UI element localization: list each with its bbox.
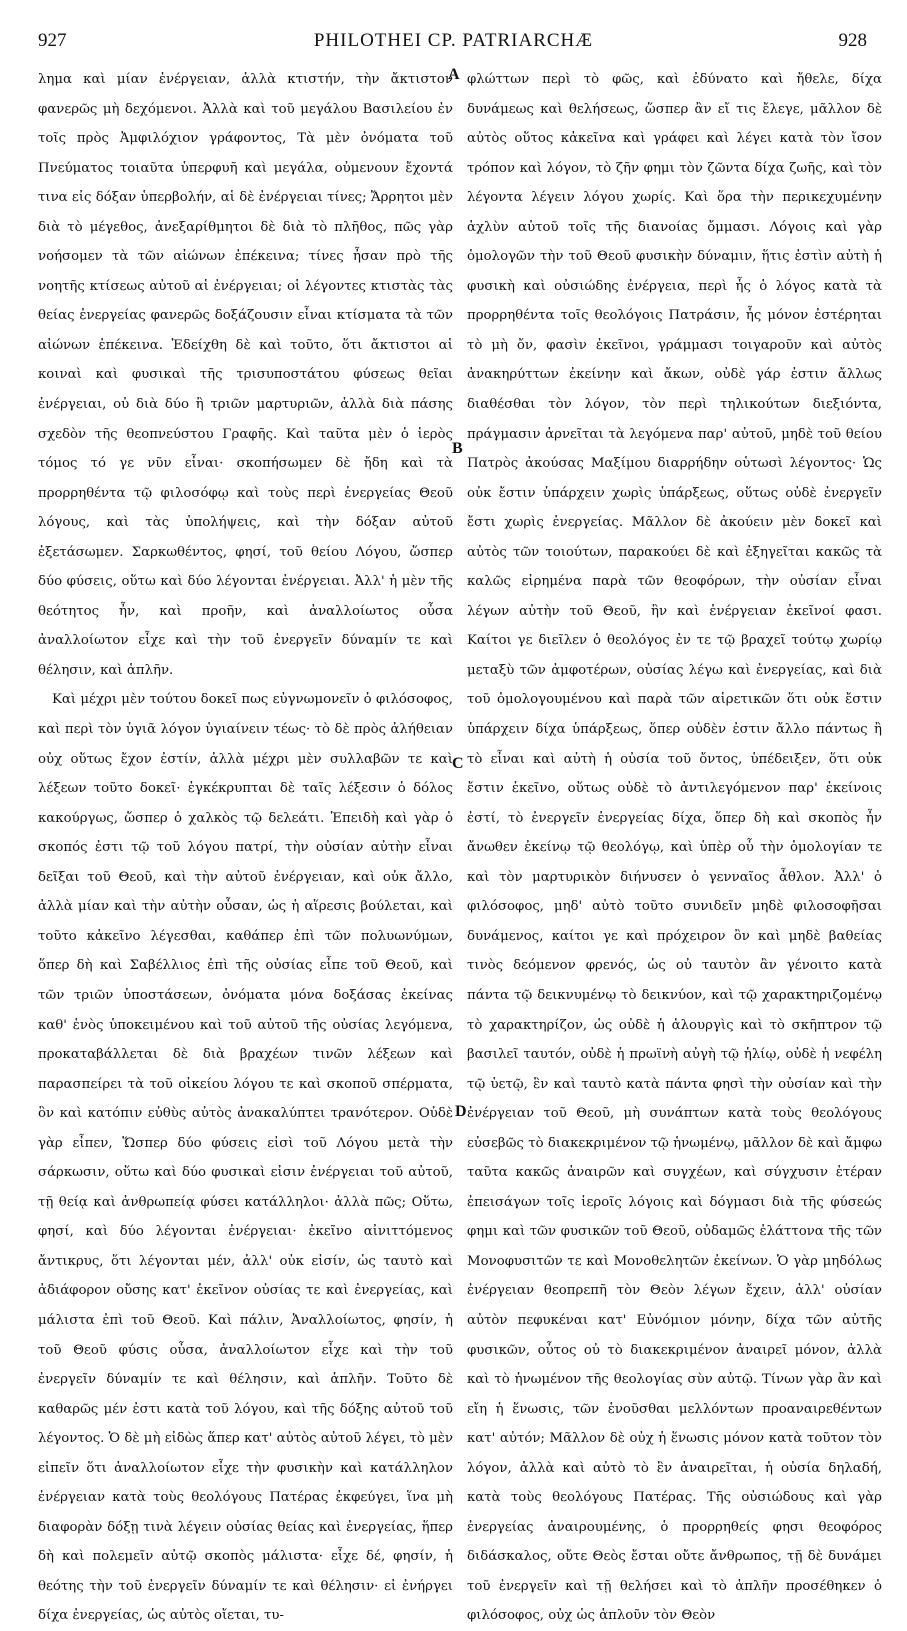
margin-marker-c: C [452, 755, 464, 772]
margin-marker-b: B [452, 440, 463, 457]
left-paragraph-2: Καὶ μέχρι μὲν τούτου δοκεῖ πως εὐγνωμονεῖν ὁ φιλόσοφος, καὶ περὶ τὸν ὑγιᾶ λόγον ὑγιαίνειν τέως· τὸ δὲ πρὸς ἀλήθειαν οὐχ οὕτως ἔχον ἐστίν, ἀλλὰ μέχρι μὲν συλλαβῶν τε καὶ λέξεων τοῦτο δοκεῖ· ἐγκέκρυπται δὲ ταῖς λέξεσιν ὁ δόλος κακούργως, ὥσπερ ὁ χαλκὸς τῷ δελεάτι. Ἐπειδὴ καὶ γὰρ ὁ σκοπός ἐστι τῷ τοῦ λόγου πατρί, τὴν οὐσίαν αὐτὴν εἶναι δεῖξαι τοῦ Θεοῦ, καὶ τὴν αὐτοῦ ἐνέργειαν, καὶ οὐκ ἄλλο, ἀλλὰ μίαν καὶ τὴν αὐτὴν οὖσαν, ὡς ἡ αἵρεσις βούλεται, καὶ τοῦτο κἀκεῖνο λέγεσθαι, καθάπερ ἐπὶ τῶν πολυωνύμων, ὅπερ δὴ καὶ Σαβέλλιος ἐπὶ τῆς οὐσίας εἶπε τοῦ Θεοῦ, καὶ τῶν τριῶν ὑποστάσεων, ὀνόματα μόνα δοξάσας ἐκείνας καθ' ἑνὸς ὑποκειμένου καὶ τοῦ αὐτοῦ τῆς οὐσίας λεγόμενα, προκαταβάλλεται δὲ διὰ βραχέων τινῶν λέξεων καὶ παρασπείρει τὰ τοῦ οἰκείου λόγου τε καὶ σκοποῦ σπέρματα, ὃν καὶ κατόπιν εὐθὺς αὐτὸς ἀνακαλύπτει τρανότερον. Οὐδὲ γὰρ εἶπεν, Ὥσπερ δύο φύσεις εἰσὶ τοῦ Λόγου μετὰ τὴν σάρκωσιν, οὕτω καὶ δύο φυσικαὶ εἰσιν ἐνέργειαι τοῦ αὐτοῦ, τῇ θείᾳ καὶ ἀνθρωπείᾳ φύσει κατάλληλοι· ἀλλὰ πῶς; Οὕτω, φησί, καὶ δύο λέγονται ἐνέργειαι· ἐκεῖνο αἰνιττόμενος ἄντικρυς, ὅτι λέγονται μέν, ἀλλ' οὐκ εἰσίν, ὡς ταυτὸ καὶ ἀδιάφορον οὔσης κατ' ἐκεῖνον οὐσίας τε καὶ ἐνεργείας, καὶ μάλιστα ἐπὶ τοῦ Θεοῦ. Καὶ πάλιν, Ἀναλλοίωτος, φησίν, ἡ τοῦ Θεοῦ φύσις οὖσα, ἀναλλοίωτον εἶχε καὶ τὴν τοῦ ἐνεργεῖν δύναμίν τε καὶ θέλησιν, καὶ ἁπλῆν. Τοῦτο δὲ καθαρῶς μέν ἐστι κατὰ τοῦ λόγου, καὶ τῆς δόξης αὐτοῦ τοῦ λέγοντος. Ὁ δὲ μὴ εἰδὼς ἅπερ κατ' αὐτὸς αὐτοῦ λέγει, τὸ μὲν εἰπεῖν ὅτι ἀναλλοίωτον εἶχε τὴν φυσικὴν καὶ κατάλληλον ἐνέργειαν κατὰ τοὺς θεολόγους Πατέρας ἐκφεύγει, ἵνα μὴ διαφορὰν δόξῃ τινὰ λέγειν οὐσίας θείας καὶ ἐνεργείας, ἥπερ δὴ καὶ πολεμεῖν αὐτῷ σκοπὸς μάλιστα· εἶχε δέ, φησίν, ἡ θεότης τὴν τοῦ ἐνεργεῖν δύναμίν τε καὶ θέλησιν· εἰ ἐνήργει δίχα ἐνεργείας, ὡς αὐτὸς οἴεται, τυ- [38, 692, 453, 1624]
left-paragraph-1: λημα καὶ μίαν ἐνέργειαν, ἀλλὰ κτιστήν, τὴν ἄκτιστον φανερῶς μὴ δεχόμενοι. Ἀλλὰ καὶ τοῦ μεγάλου Βασιλείου ἐν τοῖς πρὸς Ἀμφιλόχιον γράφοντος, Τὰ μὲν ὀνόματα τοῦ Πνεύματος τοιαῦτα ὑπερφυῆ καὶ μεγάλα, οὐμενουν ἔχοντά τινα εἰς δόξαν ὑπερβολήν, αἱ δὲ ἐνέργειαι τίνες; Ἄρρητοι μὲν διὰ τὸ μέγεθος, ἀνεξαρίθμητοι δὲ διὰ τὸ πλῆθος, πῶς γὰρ νοήσομεν τὰ τῶν αἰώνων ἐπέκεινα; τίνες ἦσαν πρὸ τῆς νοητῆς κτίσεως αὐτοῦ αἱ ἐνέργειαι; οἱ λέγοντες κτιστὰς τὰς θείας ἐνεργείας φανερῶς δοξάζουσιν εἶναι κτίσματα τὰ τῶν αἰώνων ἐπέκεινα. Ἐδείχθη δὲ καὶ τοῦτο, ὅτι ἄκτιστοι αἱ κοιναὶ καὶ φυσικαὶ τῆς τρισυποστάτου φύσεως θεῖαι ἐνέργειαι, οὐ διὰ δύο ἢ τριῶν μαρτυριῶν, ἀλλὰ διὰ πάσης σχεδὸν τῆς θεοπνεύστου Γραφῆς. Καὶ ταῦτα μὲν ὁ ἱερὸς τόμος τό γε νῦν εἶναι· σκοπήσωμεν δὲ ἤδη καὶ τὰ προρρηθέντα τῷ φιλοσόφῳ καὶ τοὺς περὶ ἐνεργείας Θεοῦ λόγους, καὶ τὰς ὑπολήψεις, καὶ τὴν δόξαν αὐτοῦ ἐξετάσωμεν. Σαρκωθέντος, φησί, τοῦ θείου Λόγου, ὥσπερ δύο φύσεις, οὕτω καὶ δύο λέγονται ἐνέργειαι. Ἀλλ' ἡ μὲν τῆς θεότητος ἦν, καὶ προῆν, καὶ ἀναλλοίωτος οὖσα ἀναλλοίωτον εἶχε καὶ τὴν τοῦ ἐνεργεῖν δύναμίν τε καὶ θέλησιν, καὶ ἁπλῆν. [38, 72, 453, 678]
margin-marker-d: D [455, 1103, 467, 1120]
margin-marker-a: A [448, 66, 460, 83]
right-column [467, 65, 882, 1631]
page-number-right: 928 [838, 30, 867, 51]
left-column [38, 65, 453, 1631]
right-paragraph-1: φλώττων περὶ τὸ φῶς, καὶ ἐδύνατο καὶ ἤθελε, δίχα δυνάμεως καὶ θελήσεως, ὥσπερ ἂν εἴ τις ἔλεγε, μᾶλλον δὲ αὐτὸς οὕτος κἀκεῖνα καὶ γράφει καὶ λέγει κατὰ τὸν ἴσον τρόπον καὶ λόγον, τὸ ζῆν φημι τὸν ζῶντα δίχα ζωῆς, καὶ τὸν λέγοντα λέγειν λόγου χωρίς. Καὶ ὅρα τὴν περικεχυμένην ἀχλὺν αὐτοῦ τοῖς τῆς διανοίας ὄμμασι. Λόγοις καὶ γὰρ ὁμολογῶν τὴν τοῦ Θεοῦ φυσικὴν δύναμιν, ἥτις ἐστὶν αὐτὴ ἡ φυσικὴ καὶ οὐσιώδης ἐνέργεια, περὶ ἧς ὁ λόγος κατὰ τὰ προρρηθέντα τοῖς θεολόγοις Πατράσιν, ἧς μόνον ἐστέρηται τὸ μὴ ὄν, φασὶν ἐκεῖνοι, γράμμασι τοιγαροῦν καὶ αὐτὸς ἀνακηρύττων ἐκείνην καὶ ἄκων, οὐδὲ γάρ ἐστιν ἄλλως διαθέσθαι τὸν λόγον, τὸν περὶ τηλικούτων διεξιόντα, πράγμασιν ἀρνεῖται τὰ λεγόμενα παρ' αὐτοῦ, μηδὲ τοῦ θείου Πατρὸς ἀκούσας Μαξίμου διαρρήδην οὑτωσὶ λέγοντος· Ὡς οὐκ ἔστιν ὑπάρχειν χωρὶς ὑπάρξεως, οὕτως οὐδὲ ἐνεργεῖν ἔστι χωρὶς ἐνεργείας. Μᾶλλον δὲ ἀκούειν μὲν δοκεῖ καὶ αὐτὸς τῶν τοιούτων, παρακούει δὲ καὶ ἐξηγεῖται κακῶς τὰ καλῶς εἰρημένα παρὰ τῶν θεοφόρων, τὴν οὐσίαν εἶναι λέγων αὐτὴν τοῦ Θεοῦ, ἣν καὶ ἐνέργειαν ἐκεῖνοί φασι. Καίτοι γε διεῖλεν ὁ θεολόγος ἐν τε τῷ βραχεῖ τούτῳ χωρίῳ μεταξὺ τῶν ἀμφοτέρων, οὐσίας λέγω καὶ ἐνεργείας, καὶ διὰ τοῦ ὁμολογουμένου καὶ παρὰ τῶν αἱρετικῶν ὅτι οὐκ ἔστιν ὑπάρχειν δίχα ὑπάρξεως, ὅπερ οὐδὲν ἐστιν ἄλλο πάντως ἢ τὸ εἶναι καὶ αὐτὴ ἡ οὐσία τοῦ ὄντος, ὑπέδειξεν, ὅτι οὐκ ἔστιν ἐκεῖνο, οὕτως οὐδὲ τὸ ἀντιλεγόμενον παρ' ἐκείνοις ἐστί, τὸ ἐνεργεῖν ἐνεργείας δίχα, ὅπερ δὴ καὶ σκοπὸς ἦν ἄνωθεν ἐκείνῳ τῷ θεολόγῳ, καὶ ὑπὲρ οὗ τὴν ὁμολογίαν τε καὶ τὸν μαρτυρικὸν διήνυσεν ὁ γενναῖος ἆθλον. Ἀλλ' ὁ φιλόσοφος, μηδ' αὐτὸ τοῦτο συνιδεῖν μηδὲ φιλοσοφῆσαι δυνάμενος, καίτοι γε καὶ πρόχειρον ὂν καὶ μηδὲ βαθείας τινὸς δεόμενον φρενός, ὡς οὐ ταυτὸν ἂν γένοιτο κατὰ πάντα τῷ δεικνυμένῳ τὸ δεικνύον, καὶ τῷ χαρακτηριζομένῳ τὸ χαρακτηρίζον, ὡς οὐδὲ ἡ ἁλουργὶς καὶ τὸ σκῆπτρον τῷ βασιλεῖ ταυτόν, οὐδὲ ἡ πρωϊνὴ αὐγὴ τῷ ἡλίῳ, οὐδὲ ἡ νεφέλη τῷ ὑετῷ, ἓν καὶ ταυτὸ κατὰ πάντα φησὶ τὴν οὐσίαν καὶ τὴν ἐνέργειαν τοῦ Θεοῦ, μὴ συνάπτων κατὰ τοὺς θεολόγους εὐσεβῶς τὸ διακεκριμένον τῷ ἡνωμένῳ, μᾶλλον δὲ καὶ ἄμφω ταῦτα κακῶς ἀναιρῶν καὶ συγχέων, καὶ σύγχυσιν ἑτέραν ἐπεισάγων τοῖς ἱεροῖς λόγοις καὶ δόγμασι διὰ τῆς φύσεώς φημι καὶ τῶν φυσικῶν τοῦ Θεοῦ, οὐδαμῶς ἐλάττονα τῆς τῶν Μονοφυσιτῶν τε καὶ Μονοθελητῶν ἐκείνων. Ὁ γὰρ μηδόλως ἐνέργειαν θεοπρεπῆ τὸν Θεὸν λέγων ἔχειν, ἀλλ' οὐσίαν αὐτὸν πεφυκέναι κατ' Εὐνόμιον μόνην, δίχα τῶν αὐτῆς φυσικῶν, οὗτος οὐ τὸ διακεκριμένον ἀναιρεῖ μόνον, ἀλλὰ καὶ τὸ ἡνωμένον τῆς θεολογίας σὺν αὐτῷ. Τίνων γὰρ ἂν καὶ εἴη ἡ ἕνωσις, τῶν ἑνοῦσθαι μελλόντων προαναιρεθέντων κατ' αὐτόν; Μᾶλλον δὲ οὐχ ἡ ἕνωσις μόνον κατὰ τοῦτον τὸν λόγον, ἀλλὰ καὶ αὐτὸ τὸ ἓν ἀναιρεῖται, ἡ οὐσία δηλαδή, κατὰ τοὺς θεολόγους Πατέρας. Τῆς οὐσιώδους καὶ γὰρ ἐνεργείας ἀναιρουμένης, ὁ προρρηθείς φησι θεοφόρος διδάσκαλος, οὔτε Θεὸς ἔσται οὔτε ἄνθρωπος, τῇ δὲ δυνάμει τοῦ ἐνεργεῖν καὶ τῇ θελήσει καὶ τὸ ἁπλῆν προσέθηκεν ὁ φιλόσοφος, οὐχ ὡς ἁπλοῦν τὸν Θεὸν [467, 72, 882, 1624]
running-title: PHILOTHEI CP. PATRIARCHÆ [313, 30, 594, 51]
page-number-left: 927 [38, 30, 67, 51]
